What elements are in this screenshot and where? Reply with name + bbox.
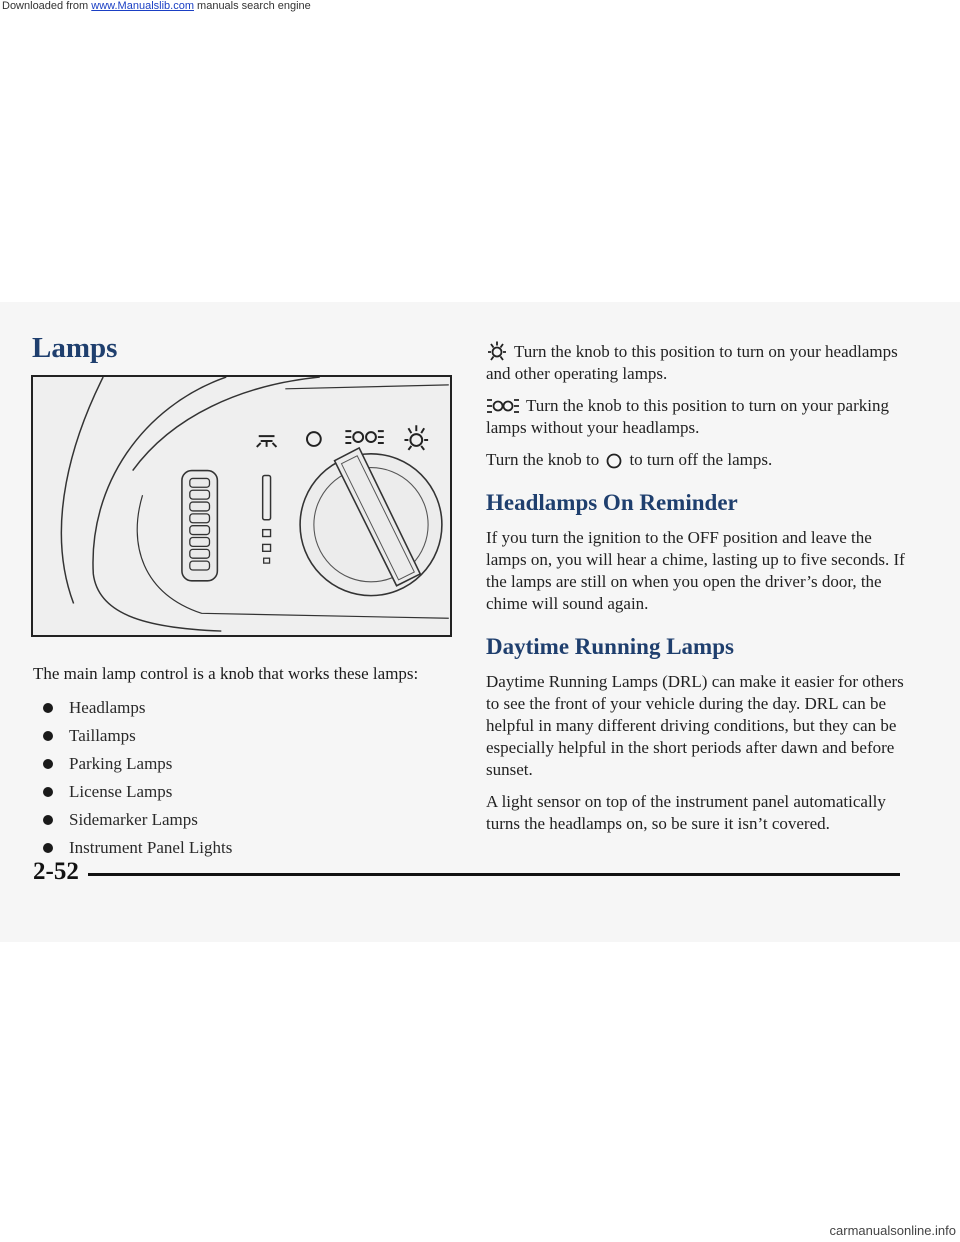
download-prefix: Downloaded from bbox=[2, 0, 92, 12]
lamp-control-illustration bbox=[33, 377, 450, 635]
bullet-icon bbox=[43, 787, 53, 797]
headlamps-reminder-text: If you turn the ignition to the OFF position and leave the lamps on, you will hear a chime, lasting up to five seconds. If the lamps are still on when you open the driver’s door, the chime will sound again. bbox=[486, 528, 905, 613]
bullet-icon bbox=[43, 815, 53, 825]
lamp-list-label: License Lamps bbox=[69, 782, 173, 801]
page-rule bbox=[88, 873, 900, 876]
lamp-list-label: Taillamps bbox=[69, 726, 136, 745]
list-item bbox=[33, 781, 232, 809]
lamp-list-label: Instrument Panel Lights bbox=[69, 838, 233, 857]
manualslib-link[interactable]: www.Manualslib.com bbox=[91, 0, 194, 12]
bullet-icon bbox=[43, 843, 53, 853]
list-item bbox=[33, 809, 232, 837]
lamp-control-figure bbox=[31, 375, 452, 637]
headlamps-position-paragraph bbox=[486, 340, 911, 385]
drl-text-1: Daytime Running Lamps (DRL) can make it easier for others to see the front of your vehicle during the day. DRL can be helpful in many different driving conditions, but they can be especially helpful in the short periods after dawn and before sunset. bbox=[486, 672, 904, 779]
bullet-icon bbox=[43, 703, 53, 713]
lamp-control-intro: The main lamp control is a knob that works these lamps: bbox=[33, 664, 419, 683]
parking-light-symbol bbox=[257, 436, 277, 447]
parking-lamps-symbol bbox=[345, 431, 383, 443]
off-position-text-end: to turn off the lamps. bbox=[629, 450, 773, 469]
parking-lamps-icon bbox=[486, 396, 520, 416]
lamp-list-label: Sidemarker Lamps bbox=[69, 810, 198, 829]
right-column bbox=[486, 340, 911, 845]
drl-heading: Daytime Running Lamps bbox=[486, 634, 734, 659]
off-symbol bbox=[307, 432, 321, 446]
off-icon bbox=[605, 452, 623, 470]
headlamps-reminder-heading: Headlamps On Reminder bbox=[486, 490, 738, 515]
headlamps-position-text: Turn the knob to this position to turn on your headlamps and other operating lamps. bbox=[486, 342, 898, 383]
dial-symbols bbox=[257, 425, 428, 450]
download-header bbox=[2, 0, 311, 12]
headlamps-symbol bbox=[404, 425, 428, 450]
list-item bbox=[33, 697, 232, 725]
download-suffix: manuals search engine bbox=[193, 0, 311, 12]
bullet-icon bbox=[43, 759, 53, 769]
section-title-lamps: Lamps bbox=[32, 332, 118, 364]
lamp-list bbox=[33, 697, 232, 865]
lamp-list-label: Parking Lamps bbox=[69, 754, 173, 773]
parking-position-text: Turn the knob to this position to turn on your parking lamps without your headlamps. bbox=[486, 396, 889, 437]
list-item bbox=[33, 725, 232, 753]
parking-position-paragraph bbox=[486, 395, 911, 439]
list-item bbox=[33, 753, 232, 781]
headlamps-icon bbox=[486, 340, 508, 362]
drl-text-2: A light sensor on top of the instrument panel automatically turns the headlamps on, so be sure it isn’t covered. bbox=[486, 792, 886, 833]
bullet-icon bbox=[43, 731, 53, 741]
watermark: carmanualsonline.info bbox=[829, 1223, 956, 1238]
off-position-paragraph bbox=[486, 449, 911, 471]
off-position-text-start: Turn the knob to bbox=[486, 450, 600, 469]
lamp-list-label: Headlamps bbox=[69, 698, 146, 717]
page-number: 2-52 bbox=[33, 858, 79, 885]
